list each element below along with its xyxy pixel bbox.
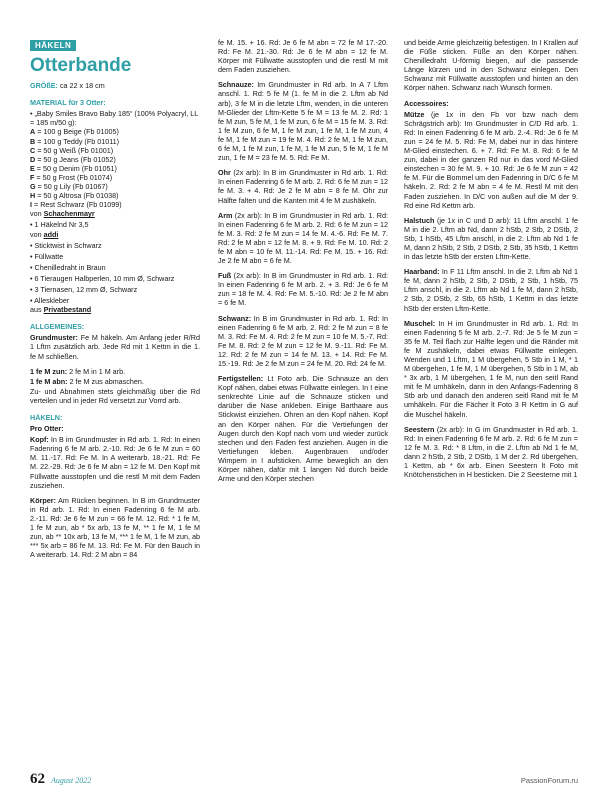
general-heading: ALLGEMEINES: bbox=[30, 322, 85, 332]
section-tag: HÄKELN bbox=[30, 40, 76, 51]
seestern-paragraph: Seestern (2x arb): In G im Grundmuster in Rd arb. 1. Rd: In einen Fadenring 6 fe M arb. 2. Rd: 6 fe M zun = 12 fe M. 3. Rd: * 8 Lftm, in die 2. Lftm ab Nd 1 fe M, dann 2 hStb, 2 Stb, 2 DStb, 1 M der 2. Rd übergehen, 1 Kettm, ab * 6x arb. Einen Seestern lt Foto mit Knötchenstichen in H besticken. Die 2 Seesterne mit 1 bbox=[404, 424, 579, 480]
page-footer bbox=[30, 770, 91, 788]
page-title: Otterbande bbox=[30, 55, 132, 77]
general-p2: 1 fe M zun: 2 fe M in 1 M arb. bbox=[30, 366, 126, 376]
material-heading: MATERIAL für 3 Otter: bbox=[30, 98, 106, 108]
hook-item: • 1 Häkelnd Nr 3,5 bbox=[30, 220, 89, 230]
page-number: 62 bbox=[30, 771, 45, 787]
size-line: GRÖßE: ca 22 x 18 cm bbox=[30, 81, 105, 91]
supplier-line: von addi bbox=[30, 229, 59, 239]
general-p3: 1 fe M abn: 2 fe M zus abmaschen. bbox=[30, 376, 144, 386]
accessories-heading: Accessoires: bbox=[404, 98, 449, 108]
color-item: D = 50 g Jeans (Fb 01052) bbox=[30, 154, 116, 164]
koerper-paragraph: Körper: Am Rücken beginnen. In B im Grundmuster in Rd arb. 1. Rd: In einen Fadenring 6 fe M arb. 2.-11. Rd: Je 6 fe M zun = 66 fe M. 12. Rd: * 1 fe M, 1 fe M zun, ab * 5x arb, 13 fe M, ** 1 fe M, 1 fe M zun, ab ** 10x arb, 13 fe M, *** 1 fe M, 1 fe M zun, ab *** 5x arb = 86 fe M. 13. Rd: Fe M. Für den Bauch in A weiterarb. 14. Rd: 2 M abn = 84 bbox=[30, 495, 200, 560]
color-item: F = 50 g Frost (Fb 01074) bbox=[30, 172, 113, 182]
color-item: E = 50 g Denim (Fb 01051) bbox=[30, 163, 117, 173]
fuss-paragraph: Fuß (2x arb): In B im Grundmuster in Rd arb. 1. Rd: In einen Fadenring 6 fe M arb. 2. + 3. Rd: Je 6 fe M zun = 18 fe M. 4. Rd: Fe M. 5.-10. Rd: Je 2 fe M abn = 6 fe M. bbox=[218, 271, 388, 308]
crochet-heading: HÄKELN: bbox=[30, 413, 63, 422]
site-watermark: PassionForum.ru bbox=[520, 776, 578, 785]
color-item: G = 50 g Lily (Fb 01067) bbox=[30, 182, 108, 192]
fertig-cont: und beide Arme gleichzeitig befestigen. In I Krallen auf die Füße sticken. Füße an den Körper nähen. Chenilledraht U-förmig biegen, auf die passende Länge kürzen und in den Schwanz einlegen. Den Schwanz mit Füllwatte ausstopfen und hinten an den Körper nähen. Schwanz nach Wunsch formen. bbox=[404, 38, 578, 93]
arm-paragraph: Arm (2x arb): In B im Grundmuster in Rd arb. 1. Rd: In einen Fadenring 6 fe M arb. 2. Rd: 6 fe M zun = 12 fe M. 3. Rd: 2 fe M zun = 14 fe M. 4.-6. Rd: Fe M. 7. Rd: 2 fe M abn = 12 fe M. 8. + 9. Rd: Fe M. 10. Rd: 2 fe M abn = 10 fe M. 11.-14. Rd: Fe M. 15. + 16. Rd: Je 2 fe M abn = 6 fe M. bbox=[218, 210, 388, 266]
general-p4: Zu- und Abnahmen stets gleichmäßig über die Rd verteilen und in jeder Rd versetzt zur Vorrd arb. bbox=[30, 386, 200, 405]
material-bullet: • Alleskleber bbox=[30, 296, 70, 306]
haarband-paragraph: Haarband: In F 11 Lftm anschl. In die 2. Lftm ab Nd 1 fe M, dann 2 hStb, 2 Stb, 2 DStb, 2 Stb, 1 hStb, 75 Lftm anschl, in die 2. Lftm ab Nd 1 fe M, dann 2 hStb, 2 Stb, 2 DStb, 2 Stb, 65 hStb, 1 Kettm in das letzte hStb der ersten Lftm-Kette. bbox=[404, 267, 578, 313]
material-bullet: • Füllwatte bbox=[30, 251, 64, 261]
material-bullet: • Sticktwist in Schwarz bbox=[30, 240, 102, 250]
supplier-line: von Schachenmayr bbox=[30, 209, 95, 219]
general-p1: Grundmuster: Fe M häkeln. Am Anfang jeder R/Rd 1 Lftm zusätzlich arb. Jede Rd mit 1 Kettm in die 1. fe M schließen. bbox=[30, 333, 200, 361]
color-item: B = 100 g Teddy (Fb 01011) bbox=[30, 136, 120, 146]
material-bullet: • 6 Tieraugen Halbperlen, 10 mm Ø, Schwarz bbox=[30, 273, 175, 283]
material-bullet: • 3 Tiernasen, 12 mm Ø, Schwarz bbox=[30, 284, 138, 294]
column-1 bbox=[30, 36, 200, 565]
halstuch-paragraph: Halstuch (je 1x in C und D arb): 11 Lftm anschl. 1 fe M in die 2. Lftm ab Nd, dann 2 hStb, 2 Stb, 2 DStb, 2 Stb, 1 hStb, 45 Lftm anschl, in die 2. Lftm ab Nd 1 fe M, dann 2 hStb, 2 Stb, 2 DStb, 2 Stb, 35 hStb, 1 Kettm in das letzte hStb der ersten Lftm-Kette. bbox=[404, 215, 578, 262]
issue-month: August 2022 bbox=[51, 776, 92, 785]
supplier-name: addi bbox=[43, 229, 59, 239]
schnauze-paragraph: Schnauze: Im Grundmuster in Rd arb. In A 7 Lftm anschl. 1. Rd: 5 fe M (1. fe M in die 2. Lftm ab Nd arb), 3 fe M in die letzte Lftm, wenden, in die unteren M-Glieder der Lftm-Kette 5 fe M = 13 fe M. 2. Rd: 1 fe M zun, 5 fe M, 1 fe M zun, 6 fe M = 15 fe M. 3. Rd: 1 fe M zun, 6 fe M, 1 fe M zun, 1 fe M, 1 fe M zun, 4 fe M, 1 fe M zun = 19 fe M. 4. Rd: 2 fe M, 1 fe M zun, 6 fe M, 1 fe M zun, 1 fe M, 1 fe M zun, 5 fe M, 1 fe M zun, 1 fe M = 23 fe M. 5. Rd: Fe M. bbox=[218, 80, 389, 163]
material-list bbox=[30, 109, 200, 314]
color-item: H = 50 g Altrosa (Fb 01038) bbox=[30, 191, 119, 201]
schwanz-paragraph: Schwanz: In B im Grundmuster in Rd arb. 1. Rd: In einen Fadenring 6 fe M arb. 2. Rd: 2 fe M zun = 8 fe M. 3. Rd: Fe M. 4. Rd: 2 fe M zun = 10 fe M. 5.-7. Rd: Fe M. 8. Rd: 2 fe M zun = 12 fe M. 9.-11. Rd: Fe M. 12. Rd: 2 fe M zun = 14 fe M. 13. + 14. Rd: Fe M. 15.-19. Rd: Je 2 fe M zun = 24 fe M. 20. Rd: 24 fe M. bbox=[218, 313, 388, 368]
yarn-intro: • „Baby Smiles Bravo Baby 185“ (100% Polyacryl, LL = 185 m/50 g): bbox=[30, 109, 199, 128]
color-item: A = 100 g Beige (Fb 01005) bbox=[30, 127, 119, 137]
column-3 bbox=[404, 38, 578, 485]
column-2 bbox=[218, 38, 388, 489]
muschel-paragraph: Muschel: In H im Grundmuster in Rd arb. 1. Rd: In einen Fadenring 5 fe M arb. 2.-7. Rd: Je 5 fe M zun = 35 fe M. Teil flach zur Hälfte legen und die Ränder mit fe M zushäkeln, dabei etwas Füllwatte einlegen. Wenden und 1 Lftm, 1 M übergehen, 5 Stb in 1 M, * 1 M übergehen, 1 fe M, 1 M übergehen, 5 Stb in 1 M, ab * 3x arb, 1 M übergehen, 1 fe M, nun den seitl Rand mit fe M umhäkeln, dann in den Anfangs-Fadenring 8 Stb arb und danach den anderen seitl Rand mit fe M umhäkeln. Für die Fächer lt Foto 3 R Kettm in G auf die Muschel häkeln. bbox=[404, 318, 578, 419]
supplier-name: Schachenmayr bbox=[43, 209, 95, 219]
material-bullet: • Chenilledraht in Braun bbox=[30, 262, 106, 272]
crochet-sub: Pro Otter: bbox=[30, 424, 64, 434]
ohr-paragraph: Ohr (2x arb): In B im Grundmuster in Rd arb. 1. Rd: In einen Fadenring 6 fe M arb. 2. Rd: 6 fe M zun = 12 fe M. 3. + 4. Rd: Je 2 fe M abn = 8 fe M. Ohr zur Hälfte falten und die Kanten mit 4 fe M zushäkeln. bbox=[218, 168, 388, 205]
page-content bbox=[30, 36, 578, 756]
color-item: C = 50 g Weiß (Fb 01001) bbox=[30, 145, 114, 155]
muetze-paragraph: Mütze (je 1x in den Fb vor bzw nach dem Schrägstrich arb): Im Grundmuster in C/D Rd arb. 1. Rd: In einen Fadenring 6 fe M arb. 2.-4. Rd: Je 6 fe M zun = 24 fe M. 5. Rd: Fe M, dabei nur in das hintere M-Glied einstechen. 6. + 7. Rd: Fe M. 8. Rd: 6 fe M zun, dabei in der ganzen Rd nur in das vord M-Glied einstechen = 30 fe M. 9. + 10. Rd: Je 6 fe M zun = 42 fe M. Für die Bommel um den Fadenring in D/C 6 fe M häkeln. 2. Rd: 2 fe M abn = 4 fe M. Restl M mit den Faden zusziehen. In D/C von außen auf die M der 9. Rd eine Rd Kettm arb. bbox=[404, 109, 578, 210]
color-item: I = Rest Schwarz (Fb 01099) bbox=[30, 200, 122, 210]
supplier-line: aus Privatbestand bbox=[30, 305, 92, 315]
color-list bbox=[30, 127, 200, 209]
bullet-list bbox=[30, 241, 200, 306]
kopf-paragraph: Kopf: In B im Grundmuster in Rd arb. 1. Rd: In einen Fadenring 6 fe M arb. 2.-10. Rd: Je 6 fe M zun = 60 M. 11.-17. Rd: Fe M. In A weiterarb. 18.-21. Rd: Fe M. 22.-29. Rd: Je 6 fe M abn = 12 fe M. Den Kopf mit Füllwatte ausstopfen und die restl M mit dem Faden zusziehen. bbox=[30, 435, 200, 490]
fertig-paragraph: Fertigstellen: Lt Foto arb. Die Schnauze an den Kopf nähen, dabei etwas Füllwatte einlegen. In I eine senkrechte Linie auf die Schnauze sticken und darüber die Nase ankleben. Einige Barthaare aus Stickwist einziehen. Ohren an den Kopf nähen. Kopf an den Körper nähen. Für die Vertiefungen der Augen durch den Kopf nach vorn und wieder zurück stechen und den Faden fest anziehen. Augen in die Vertiefungen kleben. Augenbrauen und/oder Wimpern in I aufsticken. Arme beweglich an den Körper nähen, dafür mit 1 langen Nd durch beide Arme und den Körper stechen bbox=[218, 374, 389, 484]
supplier-name: Privatbestand bbox=[43, 305, 92, 315]
koerper-cont: fe M. 15. + 16. Rd: Je 6 fe M abn = 72 fe M 17.-20. Rd: Fe M. 21.-30. Rd: Je 6 fe M abn = 12 fe M. Körper mit Füllwatte ausstopfen und die restl M mit dem Faden zusziehen. bbox=[218, 38, 388, 75]
